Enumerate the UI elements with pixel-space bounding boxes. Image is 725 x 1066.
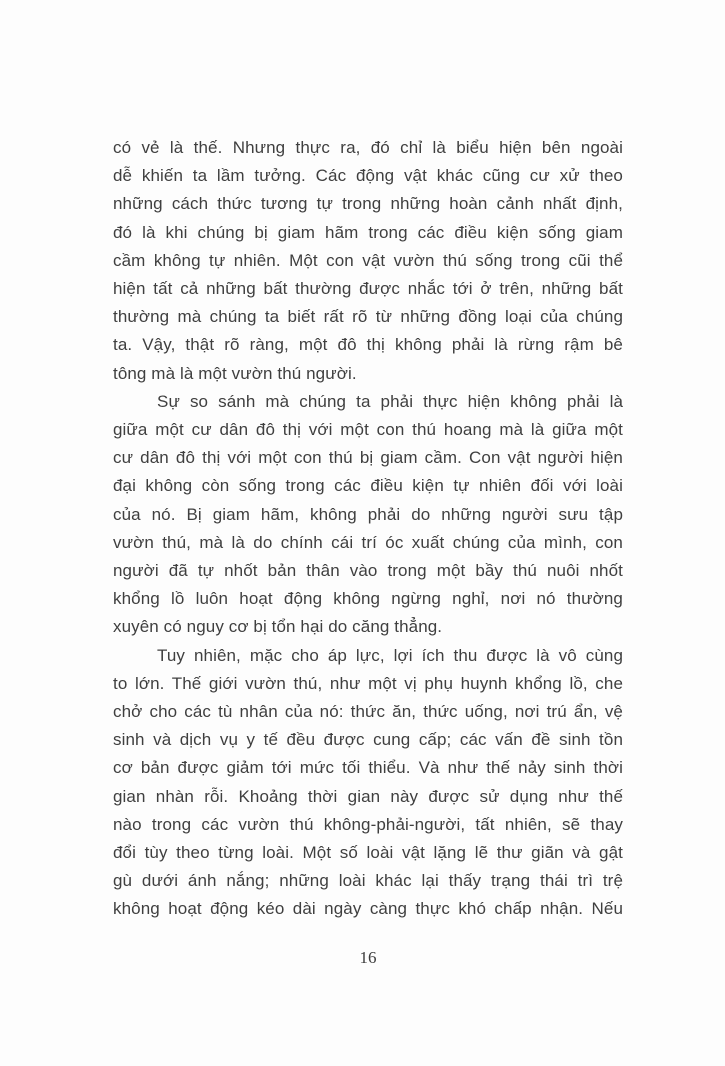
- text-line: ta. Vậy, thật rõ ràng, một đô thị không phải là rừng rậm bê: [113, 335, 623, 355]
- text-line: không hoạt động kéo dài ngày càng thực khó chấp nhận. Nếu: [113, 899, 623, 919]
- text-line: dễ khiến ta lầm tưởng. Các động vật khác cũng cư xử theo: [113, 166, 623, 186]
- text-line: cầm không tự nhiên. Một con vật vườn thú sống trong cũi thể: [113, 250, 623, 270]
- text-line: vườn thú, mà là do chính cái trí óc xuất chúng của mình, con: [113, 532, 623, 552]
- text-line: khổng lồ luôn hoạt động không ngừng nghỉ, nơi nó thường: [113, 589, 623, 609]
- paragraph: [113, 642, 623, 924]
- text-line: cơ bản được giảm tới mức tối thiểu. Và như thế nảy sinh thời: [113, 758, 623, 778]
- text-line: hiện tất cả những bất thường được nhắc tới ở trên, những bất: [113, 279, 623, 299]
- text-line: Tuy nhiên, mặc cho áp lực, lợi ích thu được là vô cùng: [157, 645, 623, 665]
- text-line: to lớn. Thế giới vườn thú, như một vị phụ huynh khổng lồ, che: [113, 673, 623, 693]
- paragraph: [113, 388, 623, 642]
- text-line: sinh và dịch vụ y tế đều được cung cấp; các vấn đề sinh tồn: [113, 730, 623, 750]
- text-line: những cách thức tương tự trong những hoàn cảnh nhất định,: [113, 194, 623, 214]
- text-line: tông mà là một vườn thú người.: [113, 363, 357, 383]
- page-number: 16: [359, 948, 377, 967]
- text-line: xuyên có nguy cơ bị tổn hại do căng thẳng.: [113, 617, 443, 637]
- text-line: gian nhàn rỗi. Khoảng thời gian này được sử dụng như thế: [113, 786, 623, 806]
- text-line: giữa một cư dân đô thị với một con thú hoang mà là giữa một: [113, 420, 623, 440]
- text-line: đó là khi chúng bị giam hãm trong các điều kiện sống giam: [113, 222, 623, 242]
- text-line: đổi tùy theo từng loài. Một số loài vật lặng lẽ thư giãn và gật: [113, 843, 623, 863]
- text-line: chở cho các tù nhân của nó: thức ăn, thức uống, nơi trú ẩn, vệ: [113, 702, 623, 722]
- text-line: cư dân đô thị với một con thú bị giam cầm. Con vật người hiện: [113, 448, 623, 468]
- text-line: của nó. Bị giam hãm, không phải do những người sưu tập: [113, 504, 623, 524]
- page-text: [113, 134, 623, 924]
- paragraph: [113, 134, 623, 388]
- text-line: gù dưới ánh nắng; những loài khác lại thấy trạng thái trì trệ: [113, 871, 623, 891]
- text-line: Sự so sánh mà chúng ta phải thực hiện không phải là: [157, 391, 623, 411]
- text-line: thường mà chúng ta biết rất rõ từ những đồng loại của chúng: [113, 307, 623, 327]
- text-line: người đã tự nhốt bản thân vào trong một bầy thú nuôi nhốt: [113, 561, 623, 581]
- text-line: nào trong các vườn thú không-phải-người, tất nhiên, sẽ thay: [113, 814, 623, 834]
- text-line: có vẻ là thế. Nhưng thực ra, đó chỉ là biểu hiện bên ngoài: [113, 138, 623, 157]
- text-line: đại không còn sống trong các điều kiện tự nhiên đối với loài: [113, 476, 623, 496]
